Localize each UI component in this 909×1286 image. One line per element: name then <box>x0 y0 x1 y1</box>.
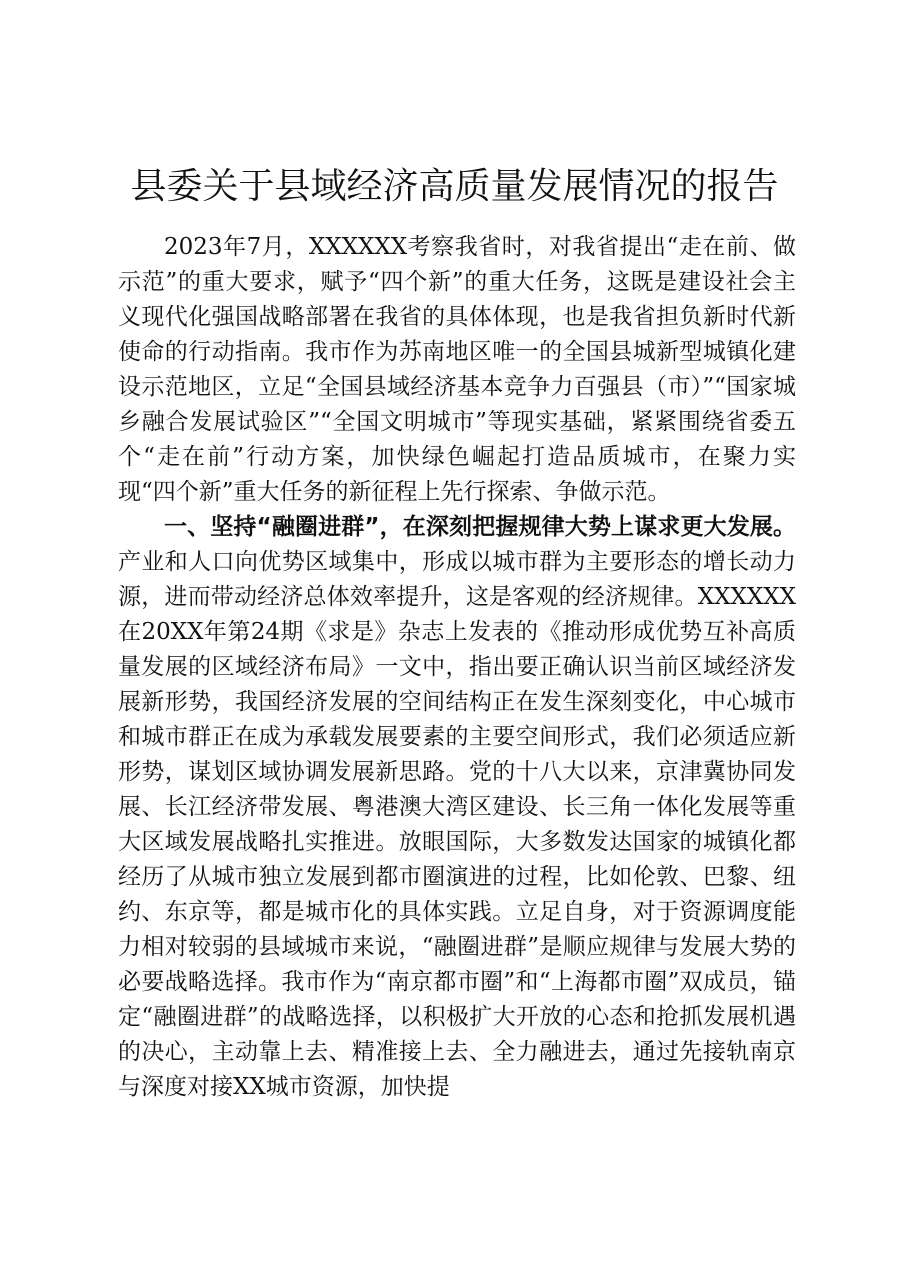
document-body <box>118 230 796 1105</box>
paragraph-intro-text: 2023年7月，XXXXXX考察我省时，对我省提出“走在前、做示范”的重大要求，赋予“四个新”的重大任务，这既是建设社会主义现代化强国战略部署在我省的具体体现，也是我省担负新时代新使命的行动指南。我市作为苏南地区唯一的全国县城新型城镇化建设示范地区，立足“全国县域经济基本竞争力百强县（市）”“国家城乡融合发展试验区”“全国文明城市”等现实基础，紧紧围绕省委五个“走在前”行动方案，加快绿色崛起打造品质城市，在聚力实现“四个新”重大任务的新征程上先行探索、争做示范。 <box>118 234 796 505</box>
paragraph-intro <box>118 230 796 510</box>
document-title: 县委关于县域经济高质量发展情况的报告 <box>130 166 779 207</box>
section-1-heading: 一、坚持“融圈进群”，在深刻把握规律大势上谋求更大发展。 <box>164 514 796 540</box>
paragraph-section-1 <box>118 510 796 1105</box>
section-1-text: 产业和人口向优势区域集中，形成以城市群为主要形态的增长动力源，进而带动经济总体效率提升，这是客观的经济规律。XXXXXX在20XX年第24期《求是》杂志上发表的《推动形成优势互补高质量发展的区域经济布局》一文中，指出要正确认识当前区域经济发展新形势，我国经济发展的空间结构正在发生深刻变化，中心城市和城市群正在成为承载发展要素的主要空间形式，我们必须适应新形势，谋划区域协调发展新思路。党的十八大以来，京津冀协同发展、长江经济带发展、粤港澳大湾区建设、长三角一体化发展等重大区域发展战略扎实推进。放眼国际，大多数发达国家的城镇化都经历了从城市独立发展到都市圈演进的过程，比如伦敦、巴黎、纽约、东京等，都是城市化的具体实践。立足自身，对于资源调度能力相对较弱的县域城市来说，“融圈进群”是顺应规律与发展大势的必要战略选择。我市作为“南京都市圈”和“上海都市圈”双成员，锚定“融圈进群”的战略选择，以积极扩大开放的心态和抢抓发展机遇的决心，主动靠上去、精准接上去、全力融进去，通过先接轨南京与深度对接XX城市资源，加快提 <box>118 549 796 1100</box>
